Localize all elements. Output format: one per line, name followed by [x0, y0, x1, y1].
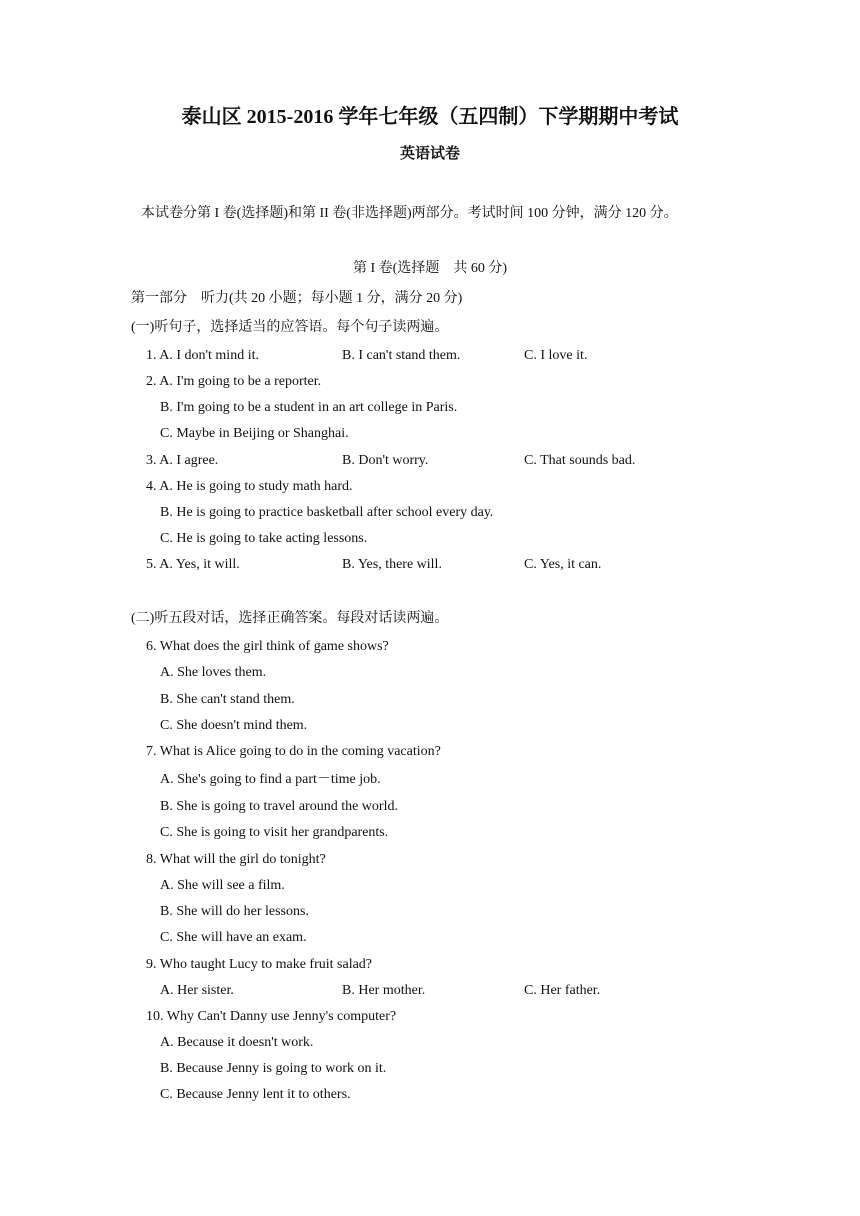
q2-option-b: B. I'm going to be a student in an art college in Paris.: [160, 400, 458, 415]
section2-instruction: (二)听五段对话，选择正确答案。每段对话读两遍。: [131, 611, 449, 626]
q5-option-a: 5. A. Yes, it will.: [146, 557, 240, 572]
q5-option-c: C. Yes, it can.: [524, 557, 602, 572]
q6-option-b: B. She can't stand them.: [160, 692, 295, 707]
q7-stem: 7. What is Alice going to do in the coming vacation?: [146, 744, 441, 759]
q9-option-a: A. Her sister.: [160, 983, 234, 998]
q3-option-a: 3. A. I agree.: [146, 453, 219, 468]
q10-option-b: B. Because Jenny is going to work on it.: [160, 1061, 387, 1076]
q4-option-c: C. He is going to take acting lessons.: [160, 531, 368, 546]
q3-option-b: B. Don't worry.: [342, 453, 429, 468]
q4-option-b: B. He is going to practice basketball after school every day.: [160, 505, 494, 520]
q7-option-c: C. She is going to visit her grandparents.: [160, 825, 389, 840]
q10-stem: 10. Why Can't Danny use Jenny's computer?: [146, 1009, 397, 1024]
q3-option-c: C. That sounds bad.: [524, 453, 636, 468]
q4-option-a: 4. A. He is going to study math hard.: [146, 479, 353, 494]
q2-option-c: C. Maybe in Beijing or Shanghai.: [160, 426, 349, 441]
q1-option-c: C. I love it.: [524, 348, 588, 363]
q8-stem: 8. What will the girl do tonight?: [146, 852, 326, 867]
q5-option-b: B. Yes, there will.: [342, 557, 442, 572]
exam-subtitle: 英语试卷: [399, 146, 460, 162]
q8-option-c: C. She will have an exam.: [160, 930, 307, 945]
q8-option-a: A. She will see a film.: [160, 878, 285, 893]
q6-stem: 6. What does the girl think of game shows?: [146, 639, 389, 654]
intro-text: 本试卷分第 I 卷(选择题)和第 II 卷(非选择题)两部分。考试时间 100 分钟，满分 120 分。: [141, 206, 678, 221]
section1-instruction: (一)听句子，选择适当的应答语。每个句子读两遍。: [131, 320, 449, 335]
q10-option-a: A. Because it doesn't work.: [160, 1035, 314, 1050]
q6-option-c: C. She doesn't mind them.: [160, 718, 308, 733]
q8-option-b: B. She will do her lessons.: [160, 904, 309, 919]
q7-option-b: B. She is going to travel around the world.: [160, 799, 398, 814]
q9-stem: 9. Who taught Lucy to make fruit salad?: [146, 957, 373, 972]
q9-option-c: C. Her father.: [524, 983, 601, 998]
q2-option-a: 2. A. I'm going to be a reporter.: [146, 374, 322, 389]
q1-option-b: B. I can't stand them.: [342, 348, 461, 363]
q7-option-a: A. She's going to find a part－time job.: [160, 772, 381, 787]
part1-heading: 第一部分 听力(共 20 小题；每小题 1 分，满分 20 分): [131, 291, 463, 306]
q9-option-b: B. Her mother.: [342, 983, 426, 998]
q10-option-c: C. Because Jenny lent it to others.: [160, 1087, 351, 1102]
exam-title: 泰山区 2015-2016 学年七年级（五四制）下学期期中考试: [181, 106, 679, 128]
q6-option-a: A. She loves them.: [160, 665, 267, 680]
q1-option-a: 1. A. I don't mind it.: [146, 348, 259, 363]
volume1-heading: 第 I 卷(选择题 共 60 分): [353, 261, 507, 276]
